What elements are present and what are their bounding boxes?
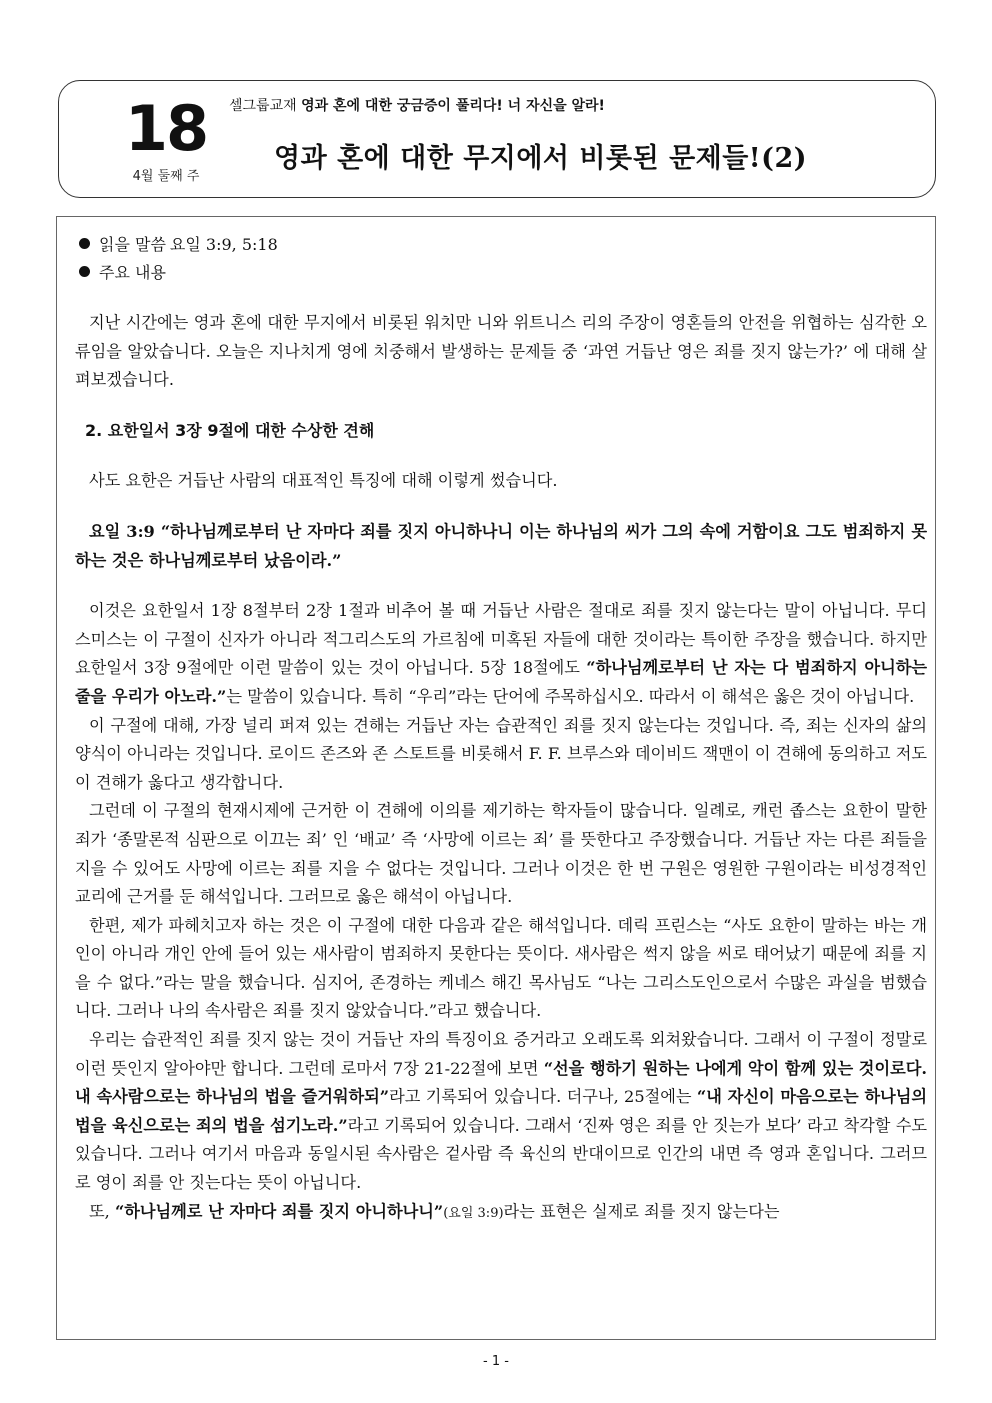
text-run: 또, (89, 1201, 115, 1221)
series-title: 영과 혼에 대한 궁금증이 풀리다! 너 자신을 알라! (301, 98, 605, 114)
quoted-verse: “하나님께로 난 자마다 죄를 짓지 아니하나니” (114, 1201, 444, 1221)
content-body (75, 231, 927, 1228)
page-title: 영과 혼에 대한 무지에서 비롯된 문제들!(2) (274, 143, 807, 174)
lesson-week: 4월 둘째 주 (132, 169, 200, 184)
bullet-icon (79, 238, 90, 249)
main-content-label: 주요 내용 (99, 263, 166, 282)
text-run: 는 말씀이 있습니다. 특히 “우리”라는 단어에 주목하십시오. 따라서 이 해석은 옳은 것이 아닙니다. (226, 686, 915, 706)
reading-line (75, 231, 927, 259)
series-line (229, 95, 605, 115)
quoted-verse: “내 자신이 마음으로는 하나님의 법을 육신으로는 죄의 법을 섬기노라.” (75, 1087, 927, 1135)
quoted-verse: “선을 행하기 원하는 나에게 악이 함께 있는 것이로다. 내 속사람으로는 하나님의 법을 즐거워하되” (75, 1058, 927, 1107)
text-run: 라는 표현은 실제로 죄를 짓지 않는다는 (503, 1201, 780, 1221)
section-heading: 2. 요한일서 3장 9절에 대한 수상한 견해 (85, 420, 375, 440)
body-paragraph (75, 1026, 927, 1198)
series-prefix: 셀그룹교재 (229, 98, 297, 114)
body-paragraph (75, 597, 927, 711)
verse-reference: (요일 3:9) (443, 1205, 504, 1221)
body-paragraph: 이 구절에 대해, 가장 널리 퍼져 있는 견해는 거듭난 자는 습관적인 죄를 짓지 않는다는 것입니다. 즉, 죄는 신자의 삶의 양식이 아니라는 것입니다. 로이드 존즈와 존 스토트를 비롯해서 F. F. 브루스와 데이비드 잭맨이 이 견해에 동의하고 저도 이 견해가 옳다고 생각합니다. (75, 715, 927, 792)
bullet-icon (79, 266, 90, 277)
page-number: - 1 - (483, 1354, 509, 1369)
text-run: 우리는 습관적인 죄를 짓지 않는 것이 거듭난 자의 특징이요 증거라고 오래도록 외쳐왔습니다. 그래서 이 구절이 정말로 이런 뜻인지 알아야만 합니다. 그런데 로마서 7장 21-22절에 보면 (75, 1030, 927, 1078)
body-paragraph: 그런데 이 구절의 현재시제에 근거한 이 견해에 이의를 제기하는 학자들이 많습니다. 일례로, 캐런 좁스는 요한이 말한 죄가 ‘종말론적 심판으로 이끄는 죄’ 인 ‘배교’ 즉 ‘사망에 이르는 죄’ 를 뜻한다고 주장했습니다. 거듭난 자는 다른 죄들을 지을 수 있어도 사망에 이르는 죄를 지을 수 없다는 것입니다. 그러나 이것은 한 번 구원은 영원한 구원이라는 비성경적인 교리에 근거를 둔 해석입니다. 그러므로 옳은 해석이 아닙니다. (75, 801, 927, 907)
lesson-number: 18 (124, 92, 208, 165)
content-box (56, 216, 936, 1340)
reading-reference: 요일 3:9, 5:18 (169, 235, 278, 254)
key-verse: 요일 3:9 “하나님께로부터 난 자마다 죄를 짓지 아니하나니 이는 하나님의 씨가 그의 속에 거함이요 그도 범죄하지 못하는 것은 하나님께로부터 났음이라.” (75, 521, 927, 570)
body-paragraph: 한편, 제가 파헤치고자 하는 것은 이 구절에 대한 다음과 같은 해석입니다. 데릭 프린스는 “사도 요한이 말하는 바는 개인이 아니라 개인 안에 들어 있는 새사람이 범죄하지 못한다는 뜻이다. 새사람은 썩지 않을 씨로 태어났기 때문에 죄를 지을 수 없다.”라는 말을 했습니다. 심지어, 존경하는 케네스 해긴 목사님도 “나는 그리스도인으로서 수많은 과실을 범했습니다. 그러나 나의 속사람은 죄를 짓지 않았습니다.”라고 했습니다. (75, 915, 927, 1021)
intro-paragraph: 지난 시간에는 영과 혼에 대한 무지에서 비롯된 워치만 니와 위트니스 리의 주장이 영혼들의 안전을 위협하는 심각한 오류임을 알았습니다. 오늘은 지나치게 영에 치중해서 발생하는 문제들 중 ‘과연 거듭난 영은 죄를 짓지 않는가?’ 에 대해 살펴보겠습니다. (75, 313, 927, 390)
body-paragraph (75, 1198, 927, 1229)
text-run: 라고 기록되어 있습니다. 더구나, 25절에는 (389, 1087, 697, 1107)
section-lead: 사도 요한은 거듭난 사람의 대표적인 특징에 대해 이렇게 썼습니다. (89, 471, 558, 491)
lesson-header (58, 80, 936, 198)
text-run: 이것은 요한일서 1장 8절부터 2장 1절과 비추어 볼 때 거듭난 사람은 절대로 죄를 짓지 않는다는 말이 아닙니다. 무디 스미스는 이 구절이 신자가 아니라 적그리스도의 가르침에 미혹된 자들에 대한 것이라는 특이한 주장을 했습니다. 하지만 요한일서 3장 9절에만 이런 말씀이 있는 것이 아닙니다. 5장 18절에도 (75, 601, 927, 678)
quoted-verse: “하나님께로부터 난 자는 다 범죄하지 아니하는 줄을 우리가 아노라.” (75, 658, 927, 706)
main-content-line (75, 259, 927, 287)
reading-label: 읽을 말씀 (99, 235, 166, 254)
text-run: 라고 기록되어 있습니다. 그래서 ‘진짜 영은 죄를 안 짓는가 보다’ 라고 착각할 수도 있습니다. 그러나 여기서 마음과 동일시된 속사람은 겉사람 즉 육신의 반대이므로 인간의 내면 즉 영과 혼입니다. 그러므로 영이 죄를 안 짓는다는 뜻이 아닙니다. (75, 1115, 927, 1193)
